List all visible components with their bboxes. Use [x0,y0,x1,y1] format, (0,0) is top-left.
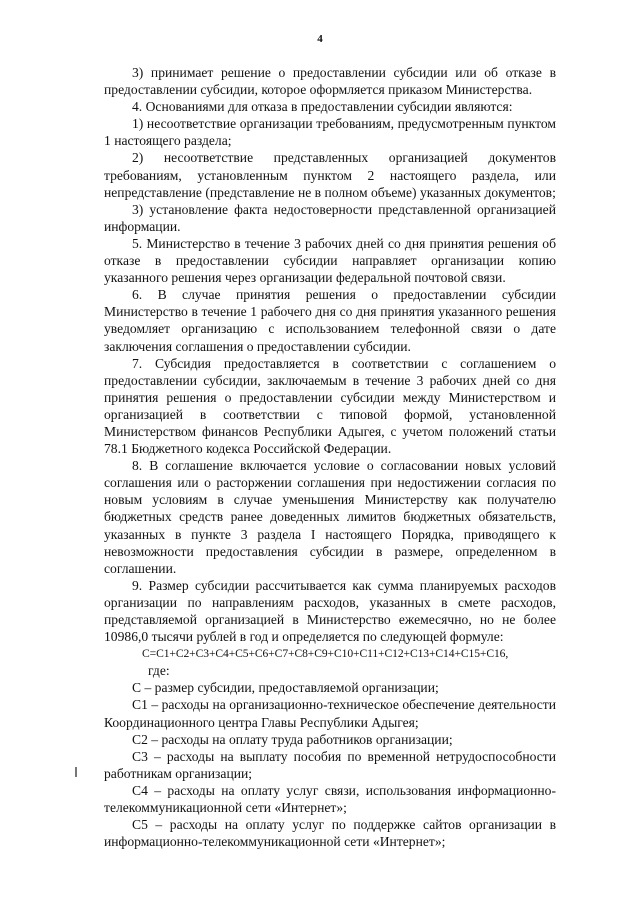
paragraph-3-decision: 3) принимает решение о предоставлении субсидии или об отказе в предоставлении субсидии, которое оформляется приказом Министерства. [104,65,556,98]
paragraph-4-item-1: 1) несоответствие организации требованиям, предусмотренным пунктом 1 настоящего раздела; [104,116,556,149]
definition-c5: С5 – расходы на оплату услуг по поддержке сайтов организации в информационно-телекоммуникационной сети «Интернет»; [104,817,556,850]
paragraph-4-item-3: 3) установление факта недостоверности представленной организацией информации. [104,201,556,234]
paragraph-5: 5. Министерство в течение 3 рабочих дней со дня принятия решения об отказе в предоставлении субсидии направляет организации копию указанного решения через организации федеральной почтовой связи. [104,235,556,286]
definition-c4: С4 – расходы на оплату услуг связи, использования информационно-телекоммуникационной сети «Интернет»; [104,782,556,816]
definition-c1: С1 – расходы на организационно-техническое обеспечение деятельности Координационного центра Главы Республики Адыгея; [104,697,556,730]
paragraph-6: 6. В случае принятия решения о предоставлении субсидии Министерство в течение 1 рабочего дня со дня принятия указанного решения уведомляет организацию с использованием телефонной связи о дате заключения соглашения о предоставлении субсидии. [104,287,556,354]
where-label: где: [148,663,170,679]
subsidy-formula: C=C1+C2+C3+C4+C5+C6+C7+C8+C9+C10+C11+C12+C13+C14+C15+C16, [142,647,509,661]
page-number: 4 [317,33,323,45]
scan-artifact-mark [75,767,77,777]
paragraph-4-refusal-grounds: 4. Основаниями для отказа в предоставлении субсидии являются: [132,99,513,115]
definition-c3: С3 – расходы на выплату пособия по временной нетрудоспособности работникам организации; [104,748,556,781]
definition-c2: С2 – расходы на оплату труда работников организации; [132,731,453,747]
definition-c: С – размер субсидии, предоставляемой организации; [132,680,439,696]
paragraph-4-item-2: 2) несоответствие представленных организацией документов требованиям, установленным пунктом 2 настоящего раздела, или непредставление (представление не в полном объеме) указанных документов; [104,150,556,200]
paragraph-8: 8. В соглашение включается условие о согласовании новых условий соглашения или о расторжении соглашения при недостижении согласия по новым условиям в случае уменьшения Министерству как получателю бюджетных средств ранее доведенных лимитов бюджетных обязательств, указанных в пункте 3 раздела I настоящего Порядка, приводящего к невозможности предоставления субсидии в размере, определенном в соглашении. [104,458,556,576]
document-body [104,64,556,850]
paragraph-7: 7. Субсидия предоставляется в соответствии с соглашением о предоставлении субсидии, заключаемым в течение 3 рабочих дней со дня принятия решения о предоставлении субсидии между Министерством и организацией в соответствии с типовой формой, установленной Министерством финансов Республики Адыгея, с учетом положений статьи 78.1 Бюджетного кодекса Российской Федерации. [104,355,556,457]
paragraph-9: 9. Размер субсидии рассчитывается как сумма планируемых расходов организации по направлениям расходов, указанных в смете расходов, представляемой организацией в Министерство ежемесячно, но не более 10986,0 тысячи рублей в год и определяется по следующей формуле: [104,577,556,645]
